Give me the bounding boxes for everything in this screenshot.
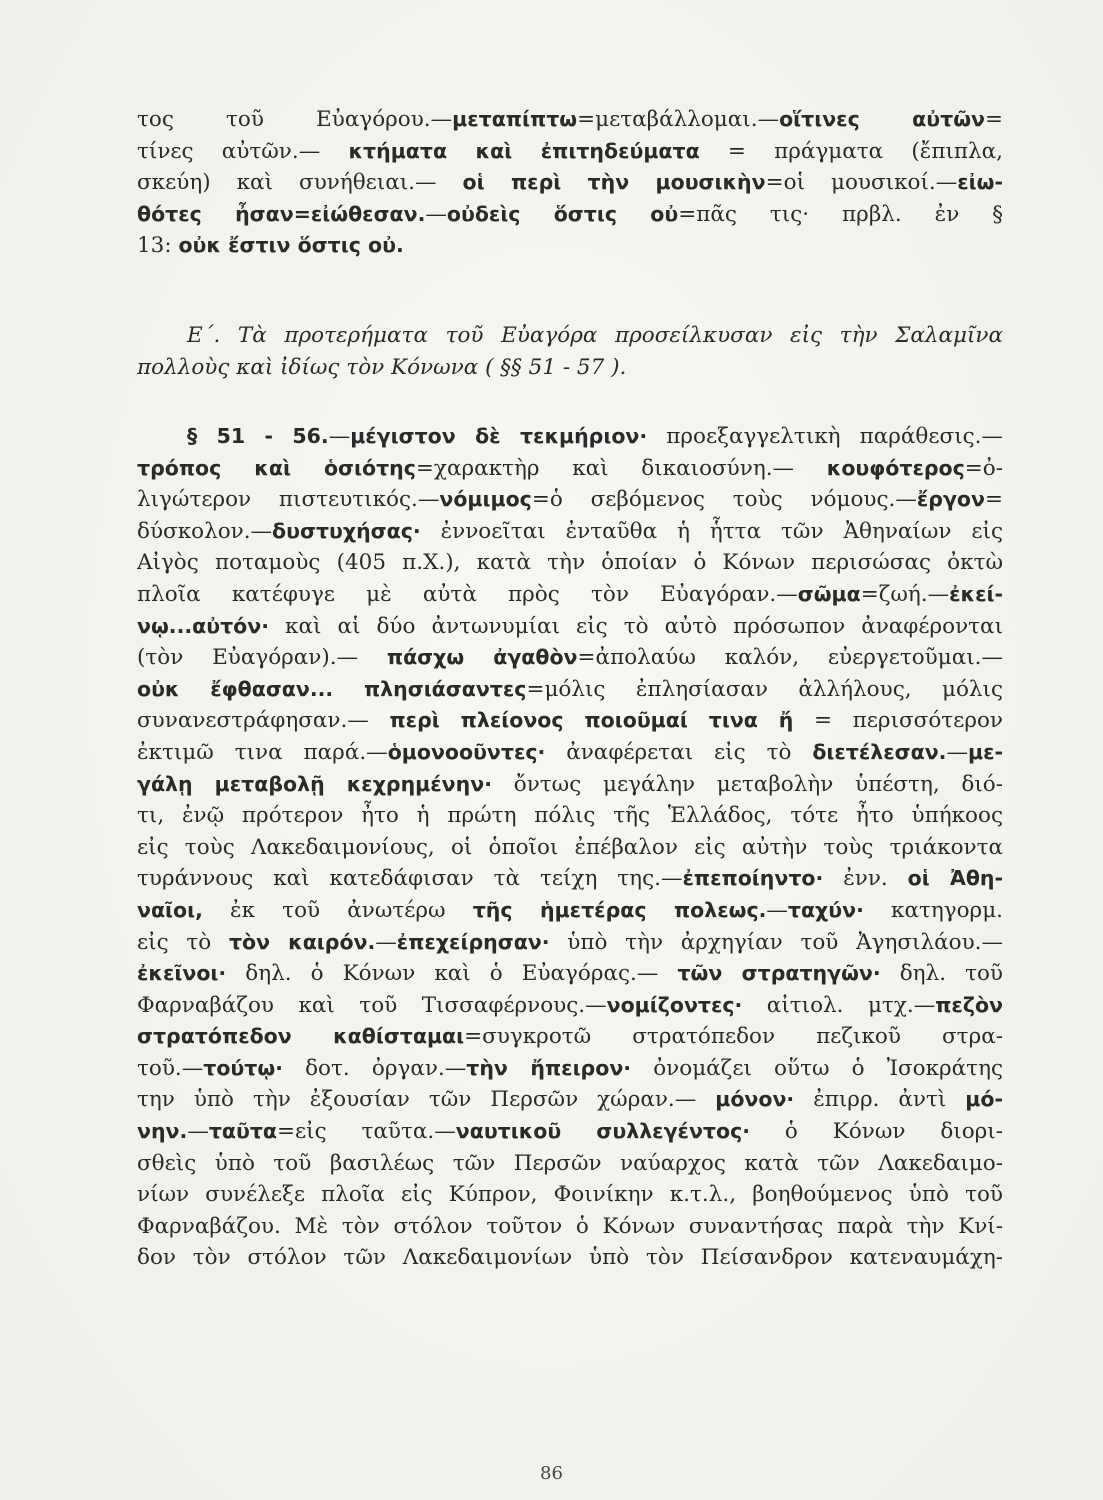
gloss-text: δύσκολον.— xyxy=(137,518,273,544)
lemma-term: ναῖοι, xyxy=(137,897,203,922)
text-line xyxy=(137,199,1003,231)
gloss-text: — xyxy=(187,1119,209,1145)
text-line xyxy=(137,136,1003,168)
gloss-text: ὄντως μεγάλην μεταβολὴν ὑπέστη, διό- xyxy=(492,771,1003,797)
lemma-term: ναυτικοῦ συλλεγέντος· xyxy=(455,1119,751,1144)
gloss-text: =ὀ- xyxy=(964,455,1003,481)
gloss-text: =χαρακτὴρ καὶ δικαιοσύνη.— xyxy=(415,455,827,481)
gloss-text: την ὑπὸ τὴν ἐξουσίαν τῶν Περσῶν χώραν.— xyxy=(137,1087,716,1113)
lemma-term: ταῦτα xyxy=(208,1119,277,1144)
lemma-term: κτήματα καὶ ἐπιτηδεύματα xyxy=(348,138,700,163)
gloss-text: νίων συνέλεξε πλοῖα εἰς Κύπρον, Φοινίκην κ.τ.λ., βοηθούμενος ὑπὸ τοῦ xyxy=(137,1182,1003,1208)
gloss-text: συνανεστράφησαν.— xyxy=(137,708,390,734)
gloss-text: =πᾶς τις· πρβλ. ἐν § xyxy=(678,201,1003,227)
gloss-text: τίνες αὐτῶν.— xyxy=(137,138,349,164)
text-line xyxy=(137,104,1003,136)
lemma-term: ἐπεποίηντο· xyxy=(682,866,824,891)
gloss-text: κατηγορμ. xyxy=(863,897,1003,923)
text-line xyxy=(137,769,1003,801)
lemma-term: ἐκεῖνοι· xyxy=(137,961,227,986)
gloss-text: = πράγματα (ἔπιπλα, xyxy=(699,138,1003,164)
commentary-block-1 xyxy=(137,104,1003,262)
gloss-text: δον τὸν στόλον τῶν Λακεδαιμονίων ὑπὸ τὸν Πείσανδρον κατεναυμάχη- xyxy=(137,1245,1003,1271)
lemma-term: μό- xyxy=(965,1087,1003,1112)
text-line xyxy=(137,1242,1003,1274)
lemma-term: § 51 - 56. xyxy=(187,424,329,448)
text-line xyxy=(137,453,1003,485)
lemma-term: τὴν ἤπειρον· xyxy=(466,1055,632,1080)
lemma-term: νομίζοντες· xyxy=(606,992,743,1017)
gloss-text: ὀνομάζει οὕτω ὁ Ἰσοκράτης xyxy=(631,1055,1003,1081)
gloss-text: 13: xyxy=(137,233,179,259)
lemma-term: περὶ πλείονος ποιοῦμαί τινα ἤ xyxy=(389,708,794,733)
gloss-text: ἐπιρρ. ἀντὶ xyxy=(794,1087,966,1113)
gloss-text: (τὸν Εὐαγόραν).— xyxy=(137,645,387,671)
gloss-text: σθεὶς ὑπὸ τοῦ βασιλέως τῶν Περσῶν ναύαρχος κατὰ τῶν Λακεδαιμο- xyxy=(137,1150,1003,1176)
lemma-term: ἐπεχείρησαν· xyxy=(396,929,550,954)
lemma-term: νῳ...αὐτόν· xyxy=(137,613,269,638)
gloss-text: =ζωή.— xyxy=(860,581,950,607)
gloss-text: =εἰς ταῦτα.— xyxy=(277,1119,456,1145)
gloss-text: τι, ἐνῷ πρότερον ἦτο ἡ πρώτη πόλις τῆς Ἑλλάδος, τότε ἦτο ὑπήκοος xyxy=(137,803,1003,829)
gloss-text: =ἀπολαύω καλόν, εὐεργετοῦμαι.— xyxy=(577,645,1003,671)
gloss-text: Αἰγὸς ποταμοὺς (405 π.Χ.), κατὰ τὴν ὁποίαν ὁ Κόνων περισώσας ὀκτὼ xyxy=(137,550,1003,576)
commentary-block-2 xyxy=(137,421,1003,1274)
gloss-text: — xyxy=(946,739,968,765)
gloss-text: σκεύη) καὶ συνήθειαι.— xyxy=(137,170,463,196)
text-line xyxy=(137,958,1003,990)
gloss-text: τος τοῦ Εὐαγόρου.— xyxy=(137,107,453,132)
text-line xyxy=(137,927,1003,959)
text-line xyxy=(137,421,1003,453)
gloss-text: — xyxy=(766,897,788,923)
text-line xyxy=(137,642,1003,674)
text-line xyxy=(137,800,1003,832)
gloss-text: τοῦ.— xyxy=(137,1055,204,1081)
text-line xyxy=(137,737,1003,769)
gloss-text: καὶ αἱ δύο ἀντωνυμίαι εἰς τὸ αὐτὸ πρόσωπον ἀναφέρονται xyxy=(269,613,1003,639)
lemma-term: ἔργον xyxy=(916,487,985,512)
lemma-term: οὐκ ἔφθασαν... πλησιάσαντες xyxy=(137,676,527,701)
text-line xyxy=(137,579,1003,611)
text-line: πολλοὺς καὶ ἰδίως τὸν Κόνωνα ( §§ 51 - 57 ). xyxy=(137,354,627,380)
text-line xyxy=(137,167,1003,199)
lemma-term: δυστυχήσας· xyxy=(272,518,421,543)
text-line xyxy=(137,674,1003,706)
text-line xyxy=(137,1116,1003,1148)
gloss-text: δηλ. ὁ Κόνων καὶ ὁ Εὐαγόρας.— xyxy=(226,961,678,987)
gloss-text: εἰς τοὺς Λακεδαιμονίους, οἱ ὁποῖοι ἐπέβαλον εἰς αὐτὴν τοὺς τριάκοντα xyxy=(137,834,1003,860)
gloss-text: = περισσότερον xyxy=(793,708,1003,734)
gloss-text: = xyxy=(984,487,1003,513)
lemma-term: διετέλεσαν. xyxy=(812,739,947,764)
lemma-term: μεταπίπτω xyxy=(452,107,578,131)
text-line xyxy=(137,990,1003,1022)
gloss-text: — xyxy=(328,424,351,449)
lemma-term: τῶν στρατηγῶν· xyxy=(677,961,881,986)
section-heading xyxy=(137,320,1003,383)
text-line xyxy=(137,1179,1003,1211)
gloss-text: ἀναφέρεται εἰς τὸ xyxy=(545,739,813,765)
lemma-term: μέγιστον δὲ τεκμήριον· xyxy=(350,424,648,448)
text-line xyxy=(137,1084,1003,1116)
lemma-term: τρόπος καὶ ὁσιότης xyxy=(137,455,416,480)
text-line xyxy=(137,547,1003,579)
gloss-text: =ὁ σεβόμενος τοὺς νόμους.— xyxy=(531,487,917,513)
text-line xyxy=(137,230,1003,262)
text-line xyxy=(137,832,1003,864)
lemma-term: μόνον· xyxy=(715,1087,795,1112)
gloss-text: =μόλις ἐπλησίασαν ἀλλήλους, μόλις xyxy=(526,676,1003,702)
lemma-term: πεζὸν xyxy=(935,992,1003,1017)
lemma-term: στρατόπεδον καθίσταμαι xyxy=(137,1024,465,1049)
lemma-term: με- xyxy=(967,739,1003,764)
lemma-term: τούτῳ· xyxy=(203,1055,283,1080)
gloss-text: εἰς τὸ xyxy=(137,929,229,955)
gloss-text: Φαρναβάζου καὶ τοῦ Τισσαφέρνους.— xyxy=(137,992,607,1018)
lemma-term: νην. xyxy=(137,1119,188,1144)
gloss-text: =συγκροτῶ στρατόπεδον πεζικοῦ στρα- xyxy=(464,1024,1003,1050)
gloss-text: τυράννους καὶ κατεδάφισαν τὰ τείχη της.— xyxy=(137,866,683,892)
lemma-term: ὁμονοοῦντες· xyxy=(387,739,546,764)
gloss-text: προεξαγγελτικὴ παράθεσις.— xyxy=(647,424,1003,449)
lemma-term: τὸν καιρόν. xyxy=(228,929,376,954)
text-line xyxy=(137,895,1003,927)
text-line xyxy=(137,1211,1003,1243)
lemma-term: νόμιμος xyxy=(439,487,532,512)
gloss-text: ἐνν. xyxy=(823,866,908,892)
lemma-term: γάλῃ μεταβολῇ κεχρημένην· xyxy=(137,771,492,796)
lemma-term: θότες ἦσαν=εἰώθεσαν. xyxy=(137,201,426,226)
text-line xyxy=(137,1021,1003,1053)
lemma-term: κουφότερος xyxy=(826,455,965,480)
text-line xyxy=(137,516,1003,548)
text-line xyxy=(137,863,1003,895)
text-line xyxy=(137,1148,1003,1180)
gloss-text: δηλ. τοῦ xyxy=(880,961,1003,987)
lemma-term: οὐκ ἔστιν ὅστις οὐ. xyxy=(178,233,404,258)
gloss-text: ἐκ τοῦ ἀνωτέρω xyxy=(202,897,473,923)
gloss-text: ὁ Κόνων διορι- xyxy=(750,1119,1003,1145)
gloss-text: =οἱ μουσικοί.— xyxy=(765,170,958,196)
gloss-text: πλοῖα κατέφυγε μὲ αὐτὰ πρὸς τὸν Εὐαγόραν.— xyxy=(137,581,798,607)
lemma-term: τῆς ἡμετέρας πολεως. xyxy=(472,897,767,922)
gloss-text: =μεταβάλλομαι.— xyxy=(577,107,780,132)
text-line xyxy=(137,705,1003,737)
gloss-text: Φαρναβάζου. Μὲ τὸν στόλον τοῦτον ὁ Κόνων συναντήσας παρὰ τὴν Κνί- xyxy=(137,1213,1003,1239)
lemma-term: ταχύν· xyxy=(787,897,864,922)
lemma-term: οἱ Ἀθη- xyxy=(907,866,1003,891)
gloss-text: ἐκτιμῶ τινα παρά.— xyxy=(137,739,388,765)
lemma-term: οἵτινες αὐτῶν xyxy=(779,107,985,131)
page-number: 86 xyxy=(540,1463,563,1484)
text-line xyxy=(137,611,1003,643)
lemma-term: οἱ περὶ τὴν μουσικὴν xyxy=(462,170,766,195)
gloss-text: αἰτιολ. μτχ.— xyxy=(742,992,936,1018)
text-line xyxy=(137,484,1003,516)
gloss-text: — xyxy=(375,929,397,955)
gloss-text: λιγώτερον πιστευτικός.— xyxy=(137,487,440,513)
gloss-text: ἐννοεῖται ἐνταῦθα ἡ ἧττα τῶν Ἀθηναίων εἰς xyxy=(420,518,1003,544)
lemma-term: πάσχω ἀγαθὸν xyxy=(386,645,578,670)
lemma-term: ἐκεί- xyxy=(949,581,1003,606)
text-line: Ε΄. Τὰ προτερήματα τοῦ Εὐαγόρα προσείλκυσαν εἰς τὴν Σαλαμῖνα xyxy=(187,323,1003,348)
lemma-term: εἰω- xyxy=(957,170,1003,195)
lemma-term: οὐδεὶς ὅστις οὐ xyxy=(446,201,679,226)
lemma-term: σῶμα xyxy=(797,581,861,606)
gloss-text: ὑπὸ τὴν ἀρχηγίαν τοῦ Ἀγησιλάου.— xyxy=(549,929,1003,955)
gloss-text: = xyxy=(984,107,1003,132)
gloss-text: — xyxy=(425,201,447,227)
text-line xyxy=(137,1053,1003,1085)
gloss-text: δοτ. ὀργαν.— xyxy=(282,1055,467,1081)
